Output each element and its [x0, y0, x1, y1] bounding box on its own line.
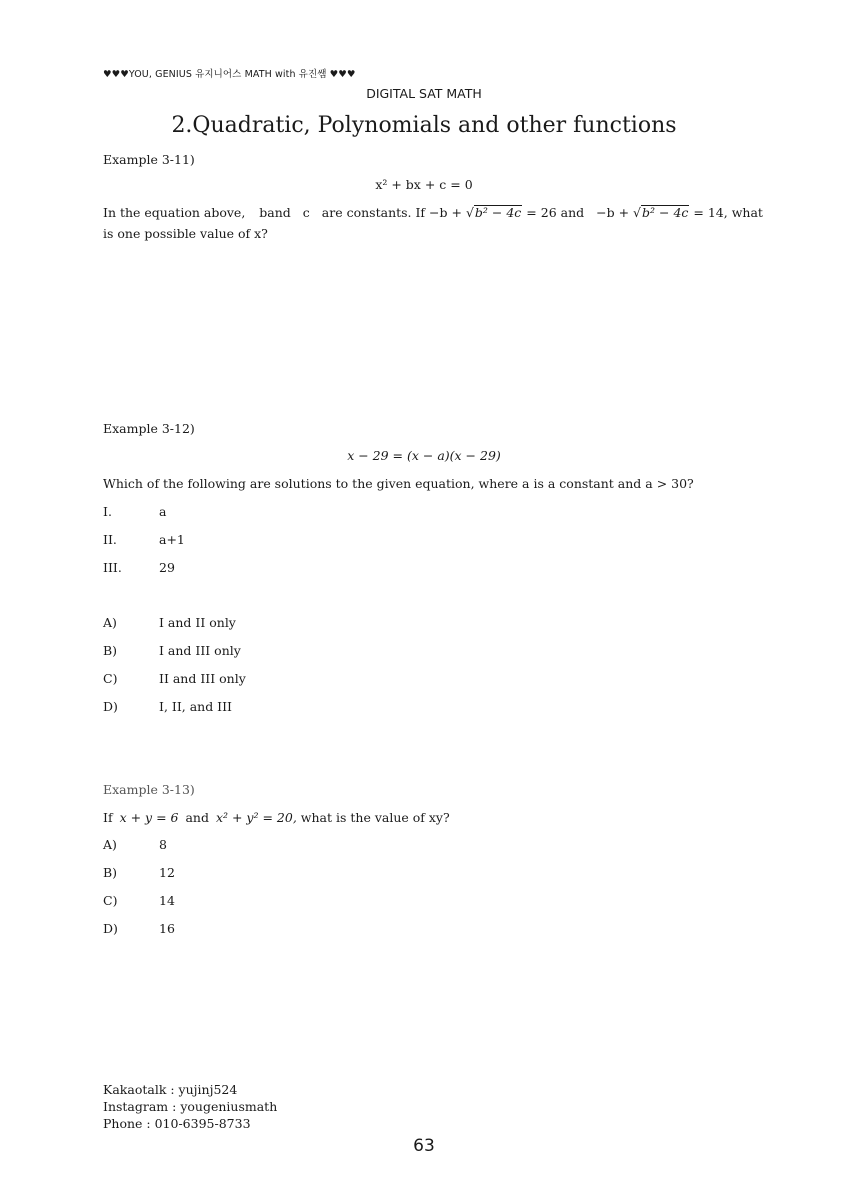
question-text: what is the value of xy? — [300, 810, 450, 825]
condition-2 — [596, 205, 728, 220]
choice-b[interactable] — [103, 643, 503, 661]
choice-key: B) — [103, 865, 118, 880]
choice-key: C) — [103, 893, 118, 908]
var-c: c — [302, 205, 310, 220]
choice-key: D) — [103, 921, 118, 936]
choice-value: 12 — [159, 865, 175, 880]
equation-1: x + y = 6 — [119, 810, 179, 825]
cond-radicand: b² − 4c — [474, 205, 522, 220]
header-subtitle-text: DIGITAL SAT MATH — [366, 86, 482, 101]
choice-value: I, II, and III — [159, 699, 232, 714]
cond-prefix: −b + √ — [596, 205, 642, 220]
statement-key: II. — [103, 532, 117, 547]
choice-c[interactable] — [103, 671, 503, 689]
var-b: b — [259, 205, 268, 220]
choice-key: B) — [103, 643, 118, 658]
example-3-11-equation: x² + bx + c = 0 — [375, 177, 473, 192]
statement-value: 29 — [159, 560, 175, 575]
example-3-13-label: Example 3-13) — [103, 782, 195, 797]
choice-key: A) — [103, 837, 117, 852]
choice-value: I and III only — [159, 643, 241, 658]
footer-contact — [103, 1081, 277, 1132]
cond-suffix: = 14, — [693, 205, 728, 220]
example-3-13-question — [103, 810, 450, 825]
question-text: are constants. If — [321, 205, 426, 220]
question-text: what — [731, 205, 763, 220]
example-3-12-question: Which of the following are solutions to the given equation, where a is a constant and a > 30? — [103, 476, 694, 491]
footer-instagram: Instagram : yougeniusmath — [103, 1099, 278, 1114]
choice-value: 14 — [159, 893, 175, 908]
choice-b[interactable] — [103, 865, 503, 883]
example-3-12-equation: x − 29 = (x − a)(x − 29) — [347, 448, 501, 463]
choice-d[interactable] — [103, 921, 503, 939]
statement-1 — [103, 504, 503, 522]
choice-key: D) — [103, 699, 118, 714]
choice-key: A) — [103, 615, 117, 630]
question-text: If — [103, 810, 113, 825]
page-title: 2.Quadratic, Polynomials and other functions — [171, 113, 677, 138]
condition-1 — [429, 205, 557, 220]
statement-3 — [103, 560, 503, 578]
choice-value: II and III only — [159, 671, 246, 686]
example-3-11-question-line1 — [103, 205, 763, 220]
question-text: and — [267, 205, 291, 220]
statement-value: a+1 — [159, 532, 185, 547]
header-brand: ♥♥♥YOU, GENIUS 유지니어스 MATH with 유진쌤 ♥♥♥ — [103, 69, 356, 80]
choice-value: 8 — [159, 837, 167, 852]
footer-kakao: Kakaotalk : yujinj524 — [103, 1082, 238, 1097]
example-3-12-label: Example 3-12) — [103, 421, 195, 436]
cond-suffix: = 26 — [526, 205, 557, 220]
header-subtitle — [0, 86, 848, 101]
equation-2: x² + y² = 20, — [215, 810, 297, 825]
statement-2 — [103, 532, 503, 550]
cond-radicand: b² − 4c — [642, 205, 689, 220]
choice-a[interactable] — [103, 837, 503, 855]
choice-d[interactable] — [103, 699, 503, 717]
choice-a[interactable] — [103, 615, 503, 633]
choice-value: I and II only — [159, 615, 236, 630]
statement-value: a — [159, 504, 167, 519]
question-text: and — [185, 810, 209, 825]
statement-key: I. — [103, 504, 112, 519]
question-text: and — [560, 205, 585, 220]
example-3-11-question-line2: is one possible value of x? — [103, 226, 268, 241]
example-3-11-label: Example 3-11) — [103, 152, 195, 167]
choice-c[interactable] — [103, 893, 503, 911]
footer-phone: Phone : 010-6395-8733 — [103, 1116, 251, 1131]
choice-value: 16 — [159, 921, 175, 936]
question-text: In the equation above, — [103, 205, 246, 220]
page-number: 63 — [413, 1136, 435, 1156]
statement-key: III. — [103, 560, 122, 575]
choice-key: C) — [103, 671, 118, 686]
cond-prefix: −b + √ — [429, 205, 474, 220]
